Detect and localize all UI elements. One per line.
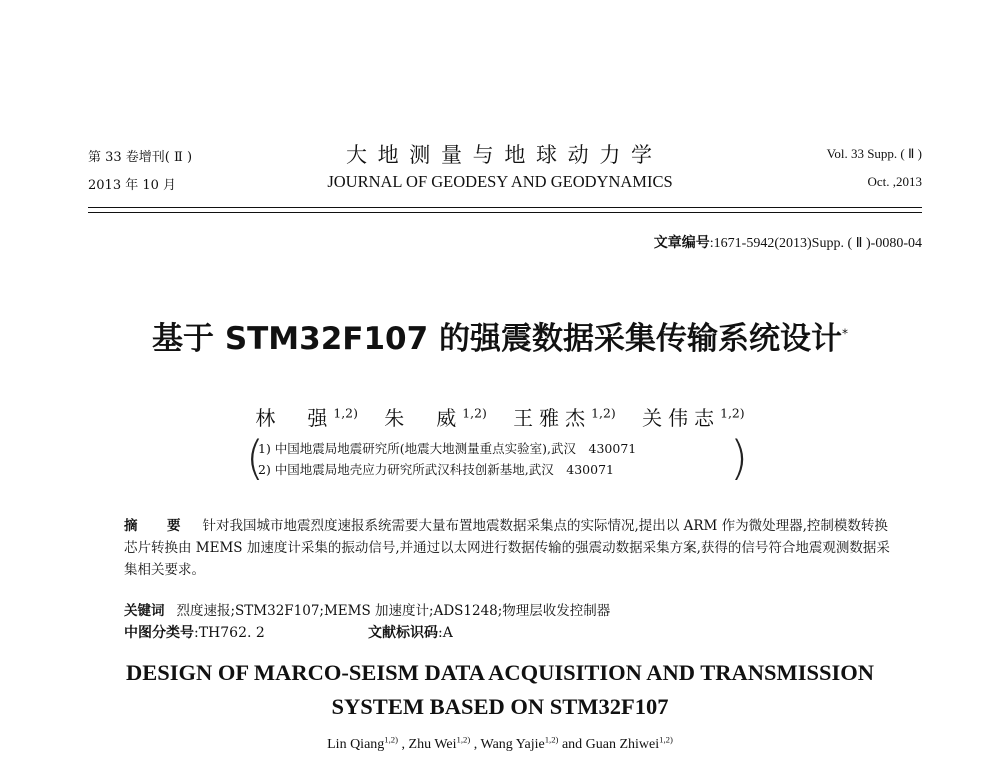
title-en	[0, 656, 1000, 724]
authors-en	[0, 734, 1000, 753]
title-cn-text: 基于 STM32F107 的强震数据采集传输系统设计	[152, 321, 842, 357]
author-en: Guan Zhiwei$^{1,2)}$	[585, 734, 673, 752]
author-cn: 关伟志$^{1,2)}$	[642, 405, 745, 430]
title-en-line-1: DESIGN OF MARCO-SEISM DATA ACQUISITION AND TRANSMISSION	[125, 660, 875, 685]
volume-en: Vol. 33 Supp. ( Ⅱ )	[826, 146, 922, 161]
authors-cn	[0, 402, 1000, 431]
author-cn: 林 强$^{1,2)}$	[255, 405, 358, 430]
header-rule-bottom	[88, 212, 922, 213]
issue-date-en: Oct. ,2013	[867, 174, 922, 189]
author-en: Wang Yajie$^{1,2)}$ and	[480, 734, 586, 752]
classification-label: 中图分类号	[124, 625, 194, 641]
classification-value: :TH762. 2	[194, 625, 265, 641]
header-rule-top	[88, 207, 922, 208]
journal-name-cn: 大 地 测 量 与 地 球 动 力 学	[345, 143, 655, 167]
document-code	[368, 622, 453, 642]
left-brace: (	[246, 431, 264, 485]
document-code-label: 文献标识码	[368, 625, 438, 641]
classification	[124, 622, 265, 642]
issue-date-cn: 2013 年 10 月	[88, 178, 177, 193]
affiliation-1: 1) 中国地震局地震研究所(地震大地测量重点实验室),武汉 430071	[258, 441, 637, 456]
right-brace: )	[730, 431, 748, 485]
document-code-value: :A	[438, 625, 453, 641]
issue-number: 第 33 卷增刊( Ⅱ )	[88, 150, 193, 165]
abstract-text: 针对我国城市地震烈度速报系统需要大量布置地震数据采集点的实际情况,提出以 ARM 作为微处理器,控制模数转换芯片转换由 MEMS 加速度计采集的振动信号,并通过以太网进行数据传输的强震动数据采集方案,获得的信号符合地震观测数据采集相关要求。	[124, 518, 890, 578]
affiliations	[246, 431, 748, 485]
article-id-value: :1671-5942(2013)Supp. ( Ⅱ )-0080-04	[709, 236, 922, 251]
author-cn: 朱 威$^{1,2)}$	[384, 405, 487, 430]
abstract-label: 摘 要	[124, 518, 189, 534]
keywords-label: 关键词	[124, 603, 165, 619]
author-cn: 王雅杰$^{1,2)}$	[513, 405, 616, 430]
title-en-line-2: SYSTEM BASED ON STM32F107	[331, 694, 669, 719]
article-id-label: 文章编号	[653, 235, 710, 251]
affiliation-2: 2) 中国地震局地壳应力研究所武汉科技创新基地,武汉 430071	[258, 462, 614, 477]
author-en: Zhu Wei$^{1,2)}$ ,	[408, 734, 481, 752]
author-en: Lin Qiang$^{1,2)}$ ,	[327, 734, 409, 752]
abstract	[124, 515, 894, 581]
title-footnote-mark: *	[841, 326, 848, 341]
keywords-text: 烈度速报;STM32F107;MEMS 加速度计;ADS1248;物理层收发控制器	[176, 603, 611, 619]
article-id	[654, 232, 922, 252]
journal-name-en: JOURNAL OF GEODESY AND GEODYNAMICS	[327, 172, 673, 191]
keywords	[124, 599, 610, 619]
title-cn	[0, 313, 1000, 358]
